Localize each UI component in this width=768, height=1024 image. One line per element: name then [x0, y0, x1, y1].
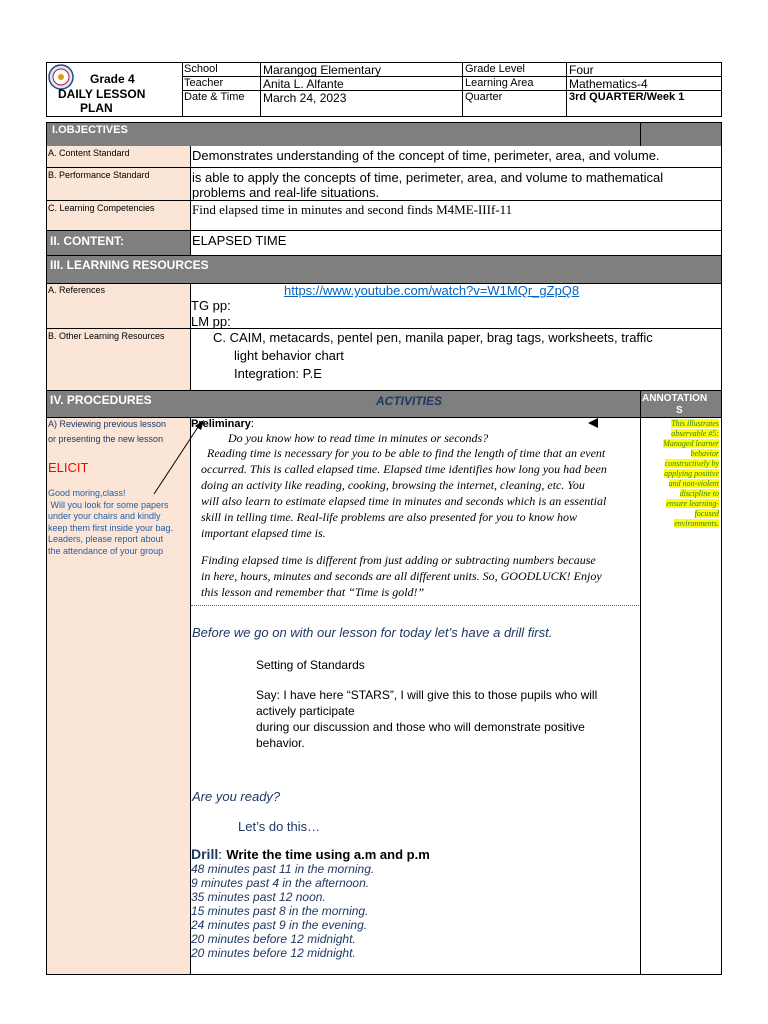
- drill-item: 24 minutes past 9 in the evening.: [191, 918, 368, 932]
- paragraph-line: Reading time is necessary for you to be able to find the length of time that an event: [201, 446, 606, 460]
- teacher-note-line: Will you look for some papers: [48, 499, 169, 510]
- annotation-line: ensure learning-: [666, 499, 719, 508]
- performance-standard-label: B. Performance Standard: [48, 170, 150, 180]
- paragraph-line: in here, hours, minutes and seconds are all different units. So, GOODLUCK! Enjoy: [201, 569, 602, 583]
- performance-standard-line2: problems and real-life situations.: [192, 185, 380, 200]
- other-resources-line3: Integration: P.E: [234, 366, 322, 381]
- teacher-note-line: Good moring,class!: [48, 488, 126, 498]
- paragraph-line: skill in telling time. Real-life problems are also presented for you to know how: [201, 510, 577, 524]
- drill-item: 20 minutes before 12 midnight.: [191, 932, 356, 946]
- paragraph-line: doing an activity like reading, cooking, browsing the internet, cleaning, etc. You: [201, 478, 585, 492]
- teacher-label: Teacher: [184, 77, 224, 89]
- grade-label: Grade 4: [90, 72, 135, 86]
- annotation-line: focused: [694, 509, 719, 518]
- drill-item: 35 minutes past 12 noon.: [191, 890, 326, 904]
- learning-area-label: Learning Area: [465, 77, 534, 89]
- annotation-line: This illustrates: [671, 419, 719, 428]
- intro-paragraph: [201, 445, 638, 541]
- dotted-divider: [191, 605, 639, 606]
- grade-level-label: Grade Level: [465, 63, 525, 75]
- resources-heading: III. LEARNING RESOURCES: [50, 258, 209, 272]
- reference-link[interactable]: https://www.youtube.com/watch?v=W1MQr_gZpQ8: [284, 283, 580, 298]
- drill-item: 20 minutes before 12 midnight.: [191, 946, 356, 960]
- competencies-text: Find elapsed time in minutes and second finds M4ME-IIIf-11: [192, 202, 513, 217]
- teacher-note-line: Leaders, please report about: [48, 534, 164, 544]
- other-resources-line2: light behavior chart: [234, 348, 344, 363]
- paragraph-line: this lesson and remember that “Time is gold!”: [201, 585, 425, 599]
- elicit-label: ELICIT: [48, 460, 89, 475]
- say-block: [256, 687, 597, 751]
- activities-heading: ACTIVITIES: [376, 394, 443, 408]
- say-line: actively participate: [256, 704, 355, 718]
- date-value: March 24, 2023: [263, 91, 347, 105]
- annotations-heading-line2: S: [676, 405, 683, 416]
- preliminary-text: Preliminary: [191, 418, 251, 430]
- drill-intro: Before we go on with our lesson for today let’s have a drill first.: [192, 625, 553, 640]
- objectives-heading: I.OBJECTIVES: [52, 124, 128, 136]
- say-line: Say: I have here “STARS”, I will give this to those pupils who will: [256, 688, 598, 702]
- paragraph-line: Finding elapsed time is different from just adding or subtracting numbers because: [201, 553, 596, 567]
- annotation-line: constructively by: [664, 459, 719, 468]
- teacher-note-line: under your chairs and kindly: [48, 511, 161, 521]
- annotation-line: observable #5:: [671, 429, 719, 438]
- annotation-line: environments.: [674, 519, 719, 528]
- school-label: School: [184, 63, 218, 75]
- drill-instruction: Write the time using a.m and p.m: [226, 847, 430, 862]
- arrow-head-marker: [588, 418, 600, 428]
- paragraph-line: will also learn to estimate elapsed time in minutes and seconds which is an essential: [201, 494, 607, 508]
- paragraph-line: important elapsed time is.: [201, 526, 326, 540]
- teacher-note-line: the attendance of your group: [48, 545, 164, 556]
- performance-standard-line1: is able to apply the concepts of time, perimeter, area, and volume to mathematical: [192, 170, 664, 185]
- date-label: Date & Time: [184, 91, 245, 103]
- objectives-header-divider: [640, 123, 641, 146]
- paragraph-line: occurred. This is called elapsed time. Elapsed time identifies how long you had been: [201, 462, 607, 476]
- school-value: Marangog Elementary: [263, 63, 382, 77]
- grade-level-value: Four: [569, 63, 594, 77]
- row-divider: [47, 167, 721, 168]
- annotations-heading-line1: ANNOTATION: [642, 393, 708, 404]
- content-standard-text: Demonstrates understanding of the concept of time, perimeter, area, and volume.: [192, 148, 660, 163]
- row-divider: [47, 328, 721, 329]
- drill-items: [191, 862, 374, 960]
- annotation-line: applying positive: [664, 469, 719, 478]
- teacher-note-line: keep them first inside your bag.: [48, 522, 174, 533]
- content-heading: II. CONTENT:: [50, 234, 124, 248]
- say-line: during our discussion and those who will demonstrate positive: [256, 720, 585, 734]
- teacher-value: Anita L. Alfante: [263, 77, 344, 91]
- second-paragraph: [201, 552, 638, 600]
- say-line: behavior.: [256, 736, 305, 750]
- tg-pages: TG pp:: [191, 298, 231, 313]
- content-value: ELAPSED TIME: [192, 233, 287, 248]
- learning-area-value: Mathematics-4: [569, 77, 648, 91]
- preliminary-label: Preliminary:: [191, 418, 254, 430]
- lm-pages: LM pp:: [191, 314, 231, 329]
- drill-item: 15 minutes past 8 in the morning.: [191, 904, 369, 918]
- other-resources-label: B. Other Learning Resources: [48, 331, 165, 341]
- lets-do-this: Let’s do this…: [238, 819, 321, 834]
- content-standard-label: A. Content Standard: [48, 148, 130, 158]
- annotation-line: and non-violent: [668, 479, 719, 488]
- references-label: A. References: [48, 285, 106, 295]
- row-divider: [47, 200, 721, 201]
- annotation-line: behavior: [690, 449, 719, 458]
- drill-item: 9 minutes past 4 in the afternoon.: [191, 876, 370, 890]
- step-label-line1: A) Reviewing previous lesson: [48, 419, 167, 429]
- teacher-note: [48, 488, 190, 557]
- objectives-header-band: [47, 123, 721, 146]
- plan-label-line2: PLAN: [80, 101, 113, 115]
- drill-word: Drill: [191, 846, 219, 862]
- annotation-line: discipline to: [679, 489, 719, 498]
- question-text: Do you know how to read time in minutes or seconds?: [228, 431, 489, 445]
- annotation-column-divider: [640, 391, 641, 975]
- standards-title: Setting of Standards: [256, 658, 365, 672]
- competencies-label: C. Learning Competencies: [48, 203, 155, 213]
- quarter-value: 3rd QUARTER/Week 1: [569, 91, 685, 103]
- plan-label-line1: DAILY LESSON: [58, 87, 146, 101]
- annotation-line: Managed learner: [663, 439, 719, 448]
- drill-item: 48 minutes past 11 in the morning.: [191, 862, 375, 876]
- step-label-line2: or presenting the new lesson: [48, 434, 164, 444]
- procedures-heading: IV. PROCEDURES: [50, 393, 152, 407]
- objectives-label-column: [47, 146, 190, 230]
- drill-title: Drill: Write the time using a.m and p.m: [191, 846, 430, 862]
- annotation-note: [643, 419, 719, 529]
- other-resources-line1: C. CAIM, metacards, pentel pen, manila paper, brag tags, worksheets, traffic: [213, 330, 653, 345]
- ready-question: Are you ready?: [192, 789, 281, 804]
- quarter-label: Quarter: [465, 91, 503, 103]
